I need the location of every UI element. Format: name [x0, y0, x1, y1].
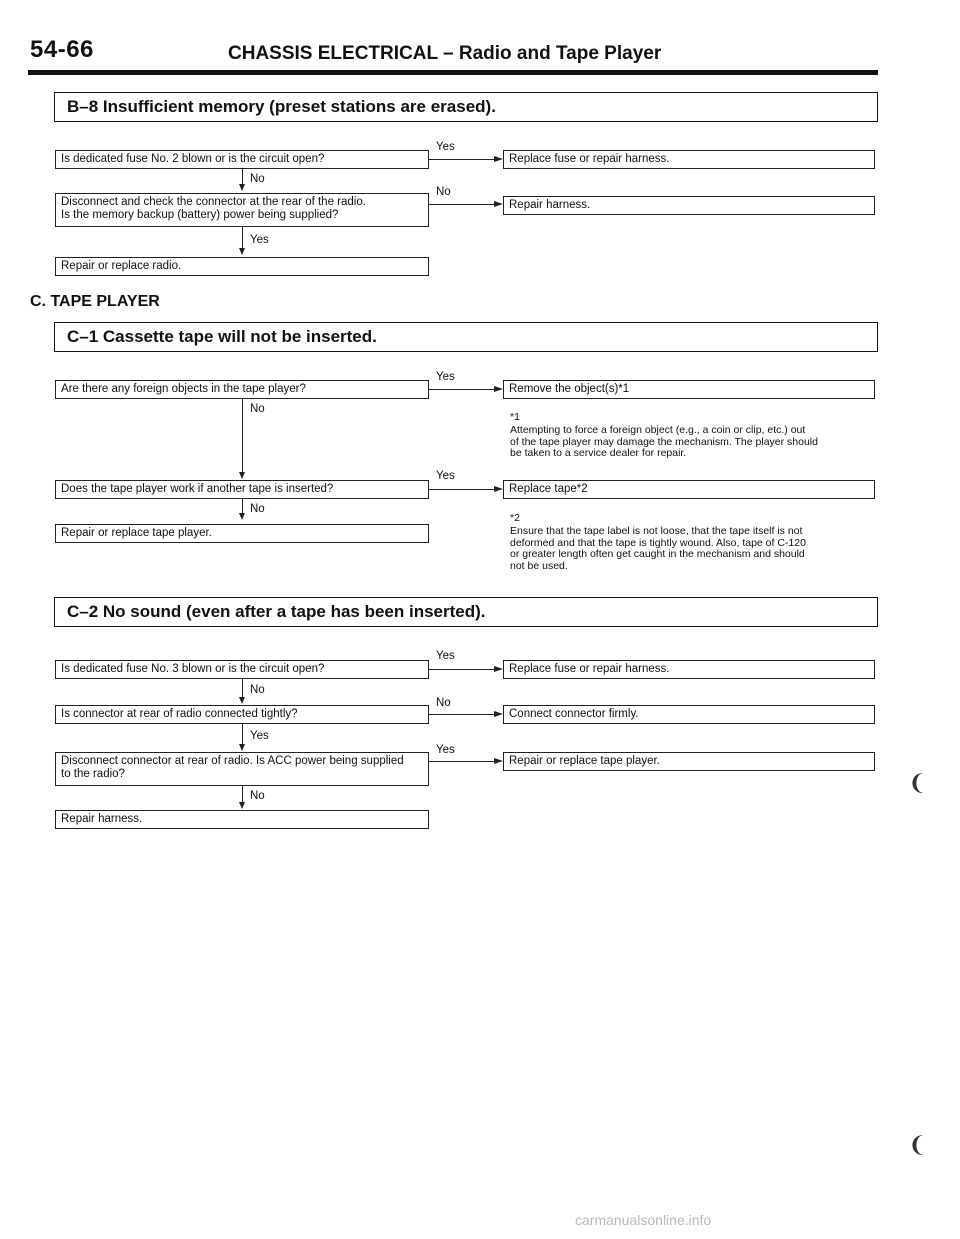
b8-question-2 [55, 193, 429, 227]
arrow-down-icon [239, 472, 245, 479]
c2-q3-yes-label: Yes [436, 744, 455, 756]
b8-q1-no-label: No [250, 173, 265, 185]
c2-q2-no-label: No [436, 697, 451, 709]
c2-q3-yes-connector [429, 761, 495, 762]
c2-title-banner: C–2 No sound (even after a tape has been inserted). [54, 597, 878, 627]
c1-q2-yes-action: Replace tape*2 [503, 480, 875, 499]
b8-question-1: Is dedicated fuse No. 2 blown or is the circuit open? [55, 150, 429, 169]
c2-q2-no-action: Connect connector firmly. [503, 705, 875, 724]
arrow-down-icon [239, 513, 245, 520]
b8-q1-no-connector [242, 169, 243, 184]
c2-q1-no-label: No [250, 684, 265, 696]
c1-q2-no-label: No [250, 503, 265, 515]
c2-q3-yes-action: Repair or replace tape player. [503, 752, 875, 771]
c1-note-1-line: Attempting to force a foreign object (e.g., a coin or clip, etc.) out [510, 424, 806, 436]
c1-q2-no-connector [242, 499, 243, 513]
arrow-right-icon [494, 201, 503, 207]
arrow-right-icon [494, 386, 503, 392]
arrow-down-icon [239, 744, 245, 751]
b8-q1-yes-label: Yes [436, 141, 455, 153]
b8-q2-yes-action: Repair or replace radio. [55, 257, 429, 276]
c1-question-2: Does the tape player work if another tape is inserted? [55, 480, 429, 499]
section-heading: C. TAPE PLAYER [30, 293, 160, 310]
c2-q1-yes-action: Replace fuse or repair harness. [503, 660, 875, 679]
c1-q1-no-connector [242, 399, 243, 472]
c1-note-2-mark: *2 [510, 512, 520, 524]
c1-note-2 [510, 526, 880, 572]
c1-q2-yes-connector [429, 489, 495, 490]
c1-q2-yes-label: Yes [436, 470, 455, 482]
page-title: CHASSIS ELECTRICAL – Radio and Tape Player [228, 43, 662, 64]
b8-q2-no-label: No [436, 186, 451, 198]
b8-q2-no-connector [429, 204, 495, 205]
c1-note-1-line: of the tape player may damage the mechanism. The player should [510, 435, 818, 448]
c1-q1-yes-connector [429, 389, 495, 390]
c2-q1-yes-label: Yes [436, 650, 455, 662]
arrow-down-icon [239, 697, 245, 704]
arrow-right-icon [494, 711, 503, 717]
c2-q3-no-connector [242, 786, 243, 802]
b8-q1-yes-action: Replace fuse or repair harness. [503, 150, 875, 169]
b8-q1-yes-connector [429, 159, 495, 160]
c2-q1-no-connector [242, 679, 243, 697]
page-number: 54-66 [30, 36, 94, 63]
b8-title-banner: B–8 Insufficient memory (preset stations are erased). [54, 92, 878, 122]
c1-note-1 [510, 425, 880, 460]
b8-q2-line-2: Is the memory backup (battery) power being supplied? [61, 209, 339, 221]
b8-q2-line-1: Disconnect and check the connector at the rear of the radio. [61, 196, 366, 208]
arrow-down-icon [239, 248, 245, 255]
b8-q2-yes-connector [242, 227, 243, 248]
c2-question-2: Is connector at rear of radio connected tightly? [55, 705, 429, 724]
scan-mark-icon: ❨ [908, 1132, 927, 1157]
c1-note-2-line: not be used. [510, 559, 568, 572]
arrow-right-icon [494, 156, 503, 162]
c1-note-2-line: or greater length often get caught in the mechanism and should [510, 548, 805, 560]
c2-q2-no-connector [429, 714, 495, 715]
c2-q2-yes-connector [242, 724, 243, 744]
c1-q1-no-label: No [250, 403, 265, 415]
c1-note-1-mark: *1 [510, 411, 520, 423]
c1-q1-yes-label: Yes [436, 371, 455, 383]
c2-q3-no-label: No [250, 790, 265, 802]
c2-q2-yes-label: Yes [250, 730, 269, 742]
c1-q2-no-action: Repair or replace tape player. [55, 524, 429, 543]
c1-q1-yes-action: Remove the object(s)*1 [503, 380, 875, 399]
scan-mark-icon: ❨ [908, 770, 927, 795]
arrow-right-icon [494, 486, 503, 492]
c2-q3-line-1: Disconnect connector at rear of radio. Is ACC power being supplied [61, 755, 404, 767]
c2-q1-yes-connector [429, 669, 495, 670]
b8-q2-yes-label: Yes [250, 234, 269, 246]
footer-watermark: carmanualsonline.info [575, 1212, 712, 1228]
header-rule [28, 70, 878, 75]
arrow-down-icon [239, 184, 245, 191]
c1-question-1: Are there any foreign objects in the tape player? [55, 380, 429, 399]
c2-q3-line-2: to the radio? [61, 768, 125, 780]
c1-note-1-line: be taken to a service dealer for repair. [510, 447, 687, 459]
arrow-right-icon [494, 666, 503, 672]
c1-title-banner: C–1 Cassette tape will not be inserted. [54, 322, 878, 352]
c2-question-3 [55, 752, 429, 786]
c2-q3-no-action: Repair harness. [55, 810, 429, 829]
arrow-right-icon [494, 758, 503, 764]
b8-q2-no-action: Repair harness. [503, 196, 875, 215]
arrow-down-icon [239, 802, 245, 809]
c2-question-1: Is dedicated fuse No. 3 blown or is the circuit open? [55, 660, 429, 679]
c1-note-2-line: deformed and that the tape is tightly wound. Also, tape of C-120 [510, 536, 806, 549]
c1-note-2-line: Ensure that the tape label is not loose, that the tape itself is not [510, 525, 803, 537]
